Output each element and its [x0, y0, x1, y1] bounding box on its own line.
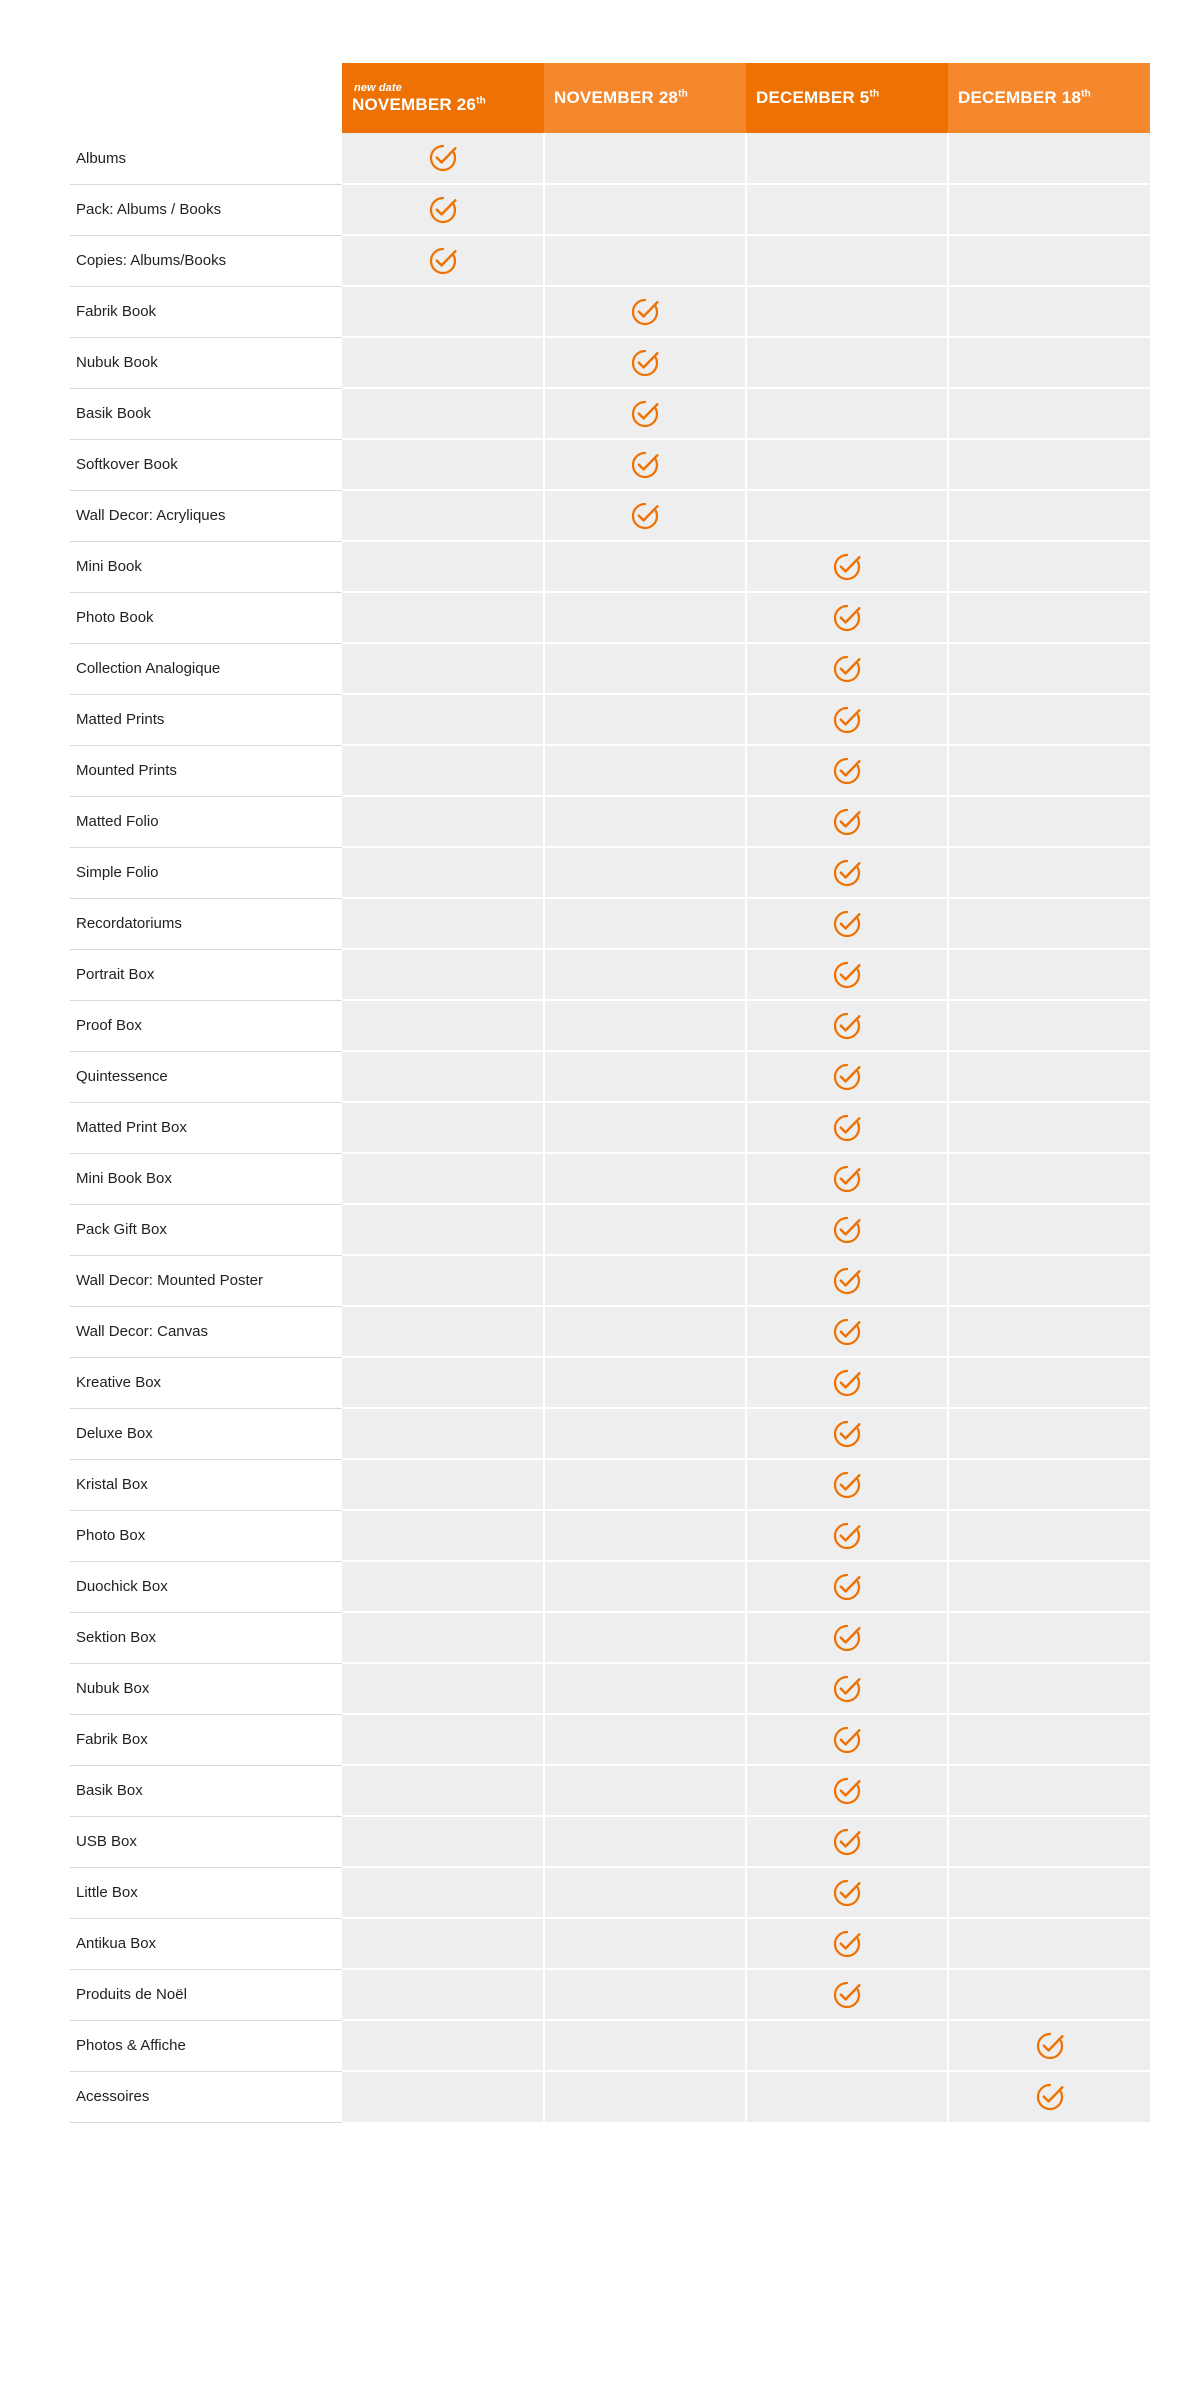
table-row — [70, 1663, 1150, 1714]
product-label: Nubuk Book — [70, 337, 342, 388]
deadline-cell-col-dec-18 — [948, 1510, 1150, 1561]
deadline-cell-col-dec-05 — [746, 541, 948, 592]
deadline-cell-col-dec-05 — [746, 1510, 948, 1561]
deadline-cell-col-nov-28 — [544, 133, 746, 184]
deadline-cell-col-dec-05 — [746, 1816, 948, 1867]
deadline-cell-col-nov-26 — [342, 1918, 544, 1969]
deadline-cell-col-dec-05 — [746, 745, 948, 796]
deadline-cell-col-nov-28 — [544, 1102, 746, 1153]
check-circle-icon — [428, 246, 458, 276]
deadline-cell-col-dec-18 — [948, 949, 1150, 1000]
column-date-ordinal: th — [1081, 88, 1091, 100]
deadline-cell-col-nov-26 — [342, 1714, 544, 1765]
check-circle-icon — [832, 705, 862, 735]
deadline-cell-col-nov-28 — [544, 796, 746, 847]
deadline-cell-col-dec-05 — [746, 439, 948, 490]
deadline-cell-col-nov-28 — [544, 337, 746, 388]
deadline-cell-col-nov-28 — [544, 1459, 746, 1510]
deadline-cell-col-dec-05 — [746, 1255, 948, 1306]
deadline-cell-col-nov-26 — [342, 694, 544, 745]
deadline-cell-col-nov-28 — [544, 1765, 746, 1816]
deadline-cell-col-dec-05 — [746, 286, 948, 337]
column-date-ordinal: th — [678, 88, 688, 100]
deadline-cell-col-dec-18 — [948, 1969, 1150, 2020]
deadline-cell-col-dec-18 — [948, 1204, 1150, 1255]
deadline-cell-col-nov-28 — [544, 847, 746, 898]
deadline-cell-col-dec-18 — [948, 1102, 1150, 1153]
deadline-cell-col-dec-18 — [948, 2020, 1150, 2071]
deadline-cell-col-dec-18 — [948, 1816, 1150, 1867]
product-label: Kreative Box — [70, 1357, 342, 1408]
deadline-cell-col-nov-28 — [544, 490, 746, 541]
deadline-cell-col-nov-28 — [544, 1969, 746, 2020]
deadline-cell-col-dec-05 — [746, 1153, 948, 1204]
deadline-cell-col-dec-18 — [948, 898, 1150, 949]
table-row — [70, 286, 1150, 337]
table-row — [70, 1561, 1150, 1612]
deadline-cell-col-dec-05 — [746, 1969, 948, 2020]
product-label: Basik Book — [70, 388, 342, 439]
table-row — [70, 1612, 1150, 1663]
deadline-cell-col-nov-26 — [342, 490, 544, 541]
product-label: Quintessence — [70, 1051, 342, 1102]
deadline-cell-col-dec-18 — [948, 1561, 1150, 1612]
column-header-col-dec-05 — [746, 63, 948, 133]
deadline-cell-col-dec-18 — [948, 439, 1150, 490]
deadline-cell-col-nov-28 — [544, 184, 746, 235]
deadline-cell-col-nov-28 — [544, 1051, 746, 1102]
deadline-cell-col-nov-26 — [342, 235, 544, 286]
new-date-badge: new date — [354, 81, 402, 94]
deadline-cell-col-nov-28 — [544, 2071, 746, 2122]
product-label: Wall Decor: Acryliques — [70, 490, 342, 541]
product-label: Fabrik Box — [70, 1714, 342, 1765]
deadline-cell-col-dec-18 — [948, 388, 1150, 439]
check-circle-icon — [832, 756, 862, 786]
deadline-cell-col-nov-28 — [544, 1816, 746, 1867]
deadline-cell-col-nov-26 — [342, 1153, 544, 1204]
deadline-cell-col-nov-28 — [544, 541, 746, 592]
table-row — [70, 1255, 1150, 1306]
table-row — [70, 184, 1150, 235]
deadline-cell-col-nov-28 — [544, 592, 746, 643]
product-label: Wall Decor: Mounted Poster — [70, 1255, 342, 1306]
table-row — [70, 1765, 1150, 1816]
deadline-cell-col-nov-26 — [342, 184, 544, 235]
product-label: Photo Book — [70, 592, 342, 643]
column-header-label — [554, 88, 730, 108]
table-row — [70, 1714, 1150, 1765]
product-label: Copies: Albums/Books — [70, 235, 342, 286]
table-row — [70, 1459, 1150, 1510]
product-label: Mini Book — [70, 541, 342, 592]
deadline-cell-col-nov-28 — [544, 1357, 746, 1408]
deadline-cell-col-nov-26 — [342, 1102, 544, 1153]
deadline-cell-col-dec-18 — [948, 235, 1150, 286]
deadline-cell-col-dec-18 — [948, 286, 1150, 337]
table-row — [70, 592, 1150, 643]
deadline-cell-col-dec-05 — [746, 643, 948, 694]
deadline-cell-col-dec-05 — [746, 694, 948, 745]
product-label: Deluxe Box — [70, 1408, 342, 1459]
deadline-cell-col-nov-26 — [342, 949, 544, 1000]
table-body — [70, 133, 1150, 2122]
deadline-cell-col-nov-28 — [544, 1510, 746, 1561]
product-label: Matted Print Box — [70, 1102, 342, 1153]
table-row — [70, 1153, 1150, 1204]
check-circle-icon — [428, 143, 458, 173]
deadline-cell-col-nov-26 — [342, 1255, 544, 1306]
column-header-col-nov-28 — [544, 63, 746, 133]
deadline-cell-col-dec-18 — [948, 1051, 1150, 1102]
product-label: Nubuk Box — [70, 1663, 342, 1714]
product-label: Acessoires — [70, 2071, 342, 2122]
deadline-cell-col-dec-05 — [746, 1357, 948, 1408]
check-circle-icon — [832, 1878, 862, 1908]
deadline-cell-col-dec-18 — [948, 1765, 1150, 1816]
check-circle-icon — [832, 1572, 862, 1602]
deadline-cell-col-nov-26 — [342, 1663, 544, 1714]
deadline-cell-col-nov-26 — [342, 1357, 544, 1408]
product-label: Softkover Book — [70, 439, 342, 490]
deadline-cell-col-nov-26 — [342, 439, 544, 490]
deadline-cell-col-nov-28 — [544, 388, 746, 439]
deadline-cell-col-dec-05 — [746, 796, 948, 847]
table-row — [70, 388, 1150, 439]
deadline-cell-col-dec-18 — [948, 337, 1150, 388]
product-label: Produits de Noël — [70, 1969, 342, 2020]
check-circle-icon — [832, 1011, 862, 1041]
column-date-text: NOVEMBER 28 — [554, 88, 679, 107]
check-circle-icon — [832, 1470, 862, 1500]
column-date-ordinal: th — [476, 94, 486, 106]
check-circle-icon — [630, 348, 660, 378]
deadline-cell-col-dec-18 — [948, 1357, 1150, 1408]
table-row — [70, 1510, 1150, 1561]
deadline-cell-col-dec-05 — [746, 1612, 948, 1663]
table-row — [70, 1000, 1150, 1051]
deadline-cell-col-dec-18 — [948, 1612, 1150, 1663]
deadline-cell-col-nov-28 — [544, 1561, 746, 1612]
product-label: USB Box — [70, 1816, 342, 1867]
check-circle-icon — [832, 858, 862, 888]
table-row — [70, 133, 1150, 184]
deadline-cell-col-dec-18 — [948, 1306, 1150, 1357]
deadline-cell-col-nov-26 — [342, 1051, 544, 1102]
deadline-cell-col-nov-26 — [342, 1204, 544, 1255]
table-header — [70, 63, 1150, 133]
deadline-cell-col-dec-18 — [948, 133, 1150, 184]
deadline-cell-col-nov-28 — [544, 1714, 746, 1765]
deadline-cell-col-dec-05 — [746, 1204, 948, 1255]
product-label: Sektion Box — [70, 1612, 342, 1663]
check-circle-icon — [832, 1266, 862, 1296]
deadline-cell-col-dec-05 — [746, 2020, 948, 2071]
product-label: Antikua Box — [70, 1918, 342, 1969]
table-row — [70, 898, 1150, 949]
check-circle-icon — [832, 552, 862, 582]
deadline-cell-col-dec-18 — [948, 1255, 1150, 1306]
check-circle-icon — [1035, 2031, 1065, 2061]
deadline-cell-col-nov-26 — [342, 643, 544, 694]
check-circle-icon — [832, 1419, 862, 1449]
check-circle-icon — [832, 1113, 862, 1143]
deadline-cell-col-dec-05 — [746, 1561, 948, 1612]
deadline-cell-col-nov-26 — [342, 337, 544, 388]
deadline-cell-col-dec-18 — [948, 1459, 1150, 1510]
deadline-cell-col-nov-26 — [342, 1306, 544, 1357]
column-date-text: DECEMBER 5 — [756, 88, 870, 107]
check-circle-icon — [630, 501, 660, 531]
deadline-cell-col-nov-28 — [544, 1612, 746, 1663]
deadline-cell-col-dec-18 — [948, 490, 1150, 541]
deadline-cell-col-nov-28 — [544, 1255, 746, 1306]
table-row — [70, 439, 1150, 490]
deadline-cell-col-dec-05 — [746, 490, 948, 541]
check-circle-icon — [832, 807, 862, 837]
deadline-cell-col-dec-18 — [948, 1408, 1150, 1459]
check-circle-icon — [832, 1980, 862, 2010]
deadline-cell-col-dec-05 — [746, 1102, 948, 1153]
product-label: Albums — [70, 133, 342, 184]
check-circle-icon — [630, 450, 660, 480]
deadline-cell-col-nov-26 — [342, 1459, 544, 1510]
deadline-cell-col-dec-05 — [746, 1306, 948, 1357]
deadline-cell-col-dec-05 — [746, 1918, 948, 1969]
table-row — [70, 2020, 1150, 2071]
deadline-cell-col-nov-26 — [342, 1612, 544, 1663]
table-row — [70, 541, 1150, 592]
deadline-cell-col-dec-18 — [948, 847, 1150, 898]
check-circle-icon — [832, 909, 862, 939]
deadline-cell-col-dec-18 — [948, 1000, 1150, 1051]
deadline-cell-col-dec-18 — [948, 2071, 1150, 2122]
deadline-cell-col-dec-18 — [948, 745, 1150, 796]
deadline-cell-col-nov-26 — [342, 2071, 544, 2122]
deadline-cell-col-dec-18 — [948, 694, 1150, 745]
table-row — [70, 1357, 1150, 1408]
deadline-cell-col-dec-05 — [746, 847, 948, 898]
check-circle-icon — [832, 1776, 862, 1806]
deadline-cell-col-dec-05 — [746, 1000, 948, 1051]
deadline-cell-col-dec-18 — [948, 1663, 1150, 1714]
deadline-cell-col-dec-05 — [746, 133, 948, 184]
check-circle-icon — [832, 1725, 862, 1755]
product-label: Proof Box — [70, 1000, 342, 1051]
column-header-col-nov-26 — [342, 63, 544, 133]
check-circle-icon — [832, 654, 862, 684]
table-row — [70, 1051, 1150, 1102]
deadline-cell-col-nov-26 — [342, 286, 544, 337]
check-circle-icon — [832, 1215, 862, 1245]
table-row — [70, 1867, 1150, 1918]
deadline-cell-col-nov-26 — [342, 2020, 544, 2071]
column-header-col-dec-18 — [948, 63, 1150, 133]
check-circle-icon — [428, 195, 458, 225]
deadline-cell-col-dec-05 — [746, 1051, 948, 1102]
deadline-cell-col-dec-18 — [948, 796, 1150, 847]
check-circle-icon — [832, 1827, 862, 1857]
deadline-cell-col-nov-28 — [544, 1408, 746, 1459]
product-label: Matted Folio — [70, 796, 342, 847]
check-circle-icon — [1035, 2082, 1065, 2112]
deadline-cell-col-dec-18 — [948, 1153, 1150, 1204]
check-circle-icon — [832, 1521, 862, 1551]
product-label: Mounted Prints — [70, 745, 342, 796]
table-row — [70, 643, 1150, 694]
deadline-cell-col-nov-28 — [544, 1867, 746, 1918]
product-label: Photos & Affiche — [70, 2020, 342, 2071]
table-row — [70, 1816, 1150, 1867]
table-row — [70, 1918, 1150, 1969]
table-row — [70, 847, 1150, 898]
deadline-cell-col-nov-26 — [342, 847, 544, 898]
deadline-cell-col-nov-26 — [342, 1510, 544, 1561]
table-row — [70, 694, 1150, 745]
deadline-cell-col-nov-28 — [544, 439, 746, 490]
product-label: Photo Box — [70, 1510, 342, 1561]
deadline-cell-col-dec-18 — [948, 1714, 1150, 1765]
product-label: Pack: Albums / Books — [70, 184, 342, 235]
column-header-label — [352, 95, 528, 115]
deadline-cell-col-dec-05 — [746, 337, 948, 388]
deadline-cell-col-dec-05 — [746, 2071, 948, 2122]
check-circle-icon — [832, 1317, 862, 1347]
check-circle-icon — [832, 1062, 862, 1092]
deadline-cell-col-dec-18 — [948, 592, 1150, 643]
product-label: Mini Book Box — [70, 1153, 342, 1204]
column-date-text: DECEMBER 18 — [958, 88, 1082, 107]
deadline-cell-col-dec-18 — [948, 1918, 1150, 1969]
table-row — [70, 1204, 1150, 1255]
deadline-cell-col-nov-28 — [544, 1306, 746, 1357]
deadline-cell-col-nov-28 — [544, 949, 746, 1000]
deadline-cell-col-nov-26 — [342, 133, 544, 184]
table-row — [70, 949, 1150, 1000]
deadline-cell-col-nov-28 — [544, 694, 746, 745]
deadline-cell-col-nov-26 — [342, 1408, 544, 1459]
deadline-cell-col-nov-26 — [342, 388, 544, 439]
check-circle-icon — [832, 603, 862, 633]
deadline-cell-col-nov-28 — [544, 286, 746, 337]
deadline-cell-col-nov-28 — [544, 898, 746, 949]
table-row — [70, 1408, 1150, 1459]
table-row — [70, 745, 1150, 796]
deadline-cell-col-dec-05 — [746, 949, 948, 1000]
deadline-cell-col-nov-28 — [544, 2020, 746, 2071]
deadline-cell-col-dec-05 — [746, 1867, 948, 1918]
deadline-cell-col-nov-28 — [544, 1204, 746, 1255]
deadline-cell-col-nov-28 — [544, 745, 746, 796]
deadline-cell-col-nov-26 — [342, 1000, 544, 1051]
table-row — [70, 2071, 1150, 2122]
deadline-cell-col-dec-05 — [746, 235, 948, 286]
deadline-cell-col-dec-18 — [948, 643, 1150, 694]
deadline-cell-col-dec-05 — [746, 1663, 948, 1714]
check-circle-icon — [832, 1164, 862, 1194]
deadline-cell-col-nov-26 — [342, 745, 544, 796]
check-circle-icon — [832, 1623, 862, 1653]
product-label: Recordatoriums — [70, 898, 342, 949]
deadline-cell-col-nov-28 — [544, 1663, 746, 1714]
table-row — [70, 1102, 1150, 1153]
table-row — [70, 235, 1150, 286]
product-label: Matted Prints — [70, 694, 342, 745]
deadline-cell-col-nov-26 — [342, 898, 544, 949]
column-date-text: NOVEMBER 26 — [352, 94, 477, 114]
deadline-cell-col-nov-28 — [544, 1000, 746, 1051]
deadline-cell-col-nov-26 — [342, 1561, 544, 1612]
deadline-cell-col-dec-05 — [746, 1714, 948, 1765]
check-circle-icon — [832, 1674, 862, 1704]
deadline-table — [70, 63, 1150, 2123]
deadline-cell-col-dec-05 — [746, 388, 948, 439]
deadline-cell-col-nov-26 — [342, 1969, 544, 2020]
deadline-cell-col-nov-28 — [544, 235, 746, 286]
table-row — [70, 490, 1150, 541]
deadline-cell-col-nov-26 — [342, 1765, 544, 1816]
table-corner-cell — [70, 63, 342, 133]
check-circle-icon — [832, 1929, 862, 1959]
check-circle-icon — [832, 960, 862, 990]
column-header-label — [756, 88, 932, 108]
deadline-cell-col-nov-26 — [342, 1867, 544, 1918]
check-circle-icon — [630, 399, 660, 429]
deadline-cell-col-dec-05 — [746, 1765, 948, 1816]
check-circle-icon — [630, 297, 660, 327]
deadline-cell-col-dec-05 — [746, 1408, 948, 1459]
product-label: Basik Box — [70, 1765, 342, 1816]
product-label: Fabrik Book — [70, 286, 342, 337]
column-header-label — [958, 88, 1134, 108]
deadline-cell-col-dec-05 — [746, 184, 948, 235]
deadline-cell-col-nov-26 — [342, 796, 544, 847]
deadline-cell-col-dec-18 — [948, 541, 1150, 592]
deadline-cell-col-dec-05 — [746, 1459, 948, 1510]
deadline-cell-col-dec-05 — [746, 592, 948, 643]
deadline-cell-col-nov-26 — [342, 592, 544, 643]
product-label: Little Box — [70, 1867, 342, 1918]
deadline-cell-col-dec-05 — [746, 898, 948, 949]
deadline-cell-col-nov-26 — [342, 1816, 544, 1867]
product-label: Kristal Box — [70, 1459, 342, 1510]
deadline-cell-col-nov-28 — [544, 643, 746, 694]
table-row — [70, 796, 1150, 847]
deadline-cell-col-dec-18 — [948, 184, 1150, 235]
product-label: Collection Analogique — [70, 643, 342, 694]
check-circle-icon — [832, 1368, 862, 1398]
deadline-cell-col-nov-26 — [342, 541, 544, 592]
product-label: Portrait Box — [70, 949, 342, 1000]
table-row — [70, 337, 1150, 388]
deadline-cell-col-nov-28 — [544, 1918, 746, 1969]
table-row — [70, 1306, 1150, 1357]
table-row — [70, 1969, 1150, 2020]
deadline-cell-col-dec-18 — [948, 1867, 1150, 1918]
product-label: Pack Gift Box — [70, 1204, 342, 1255]
product-label: Simple Folio — [70, 847, 342, 898]
product-label: Wall Decor: Canvas — [70, 1306, 342, 1357]
column-date-ordinal: th — [869, 88, 880, 100]
deadline-cell-col-nov-28 — [544, 1153, 746, 1204]
product-label: Duochick Box — [70, 1561, 342, 1612]
